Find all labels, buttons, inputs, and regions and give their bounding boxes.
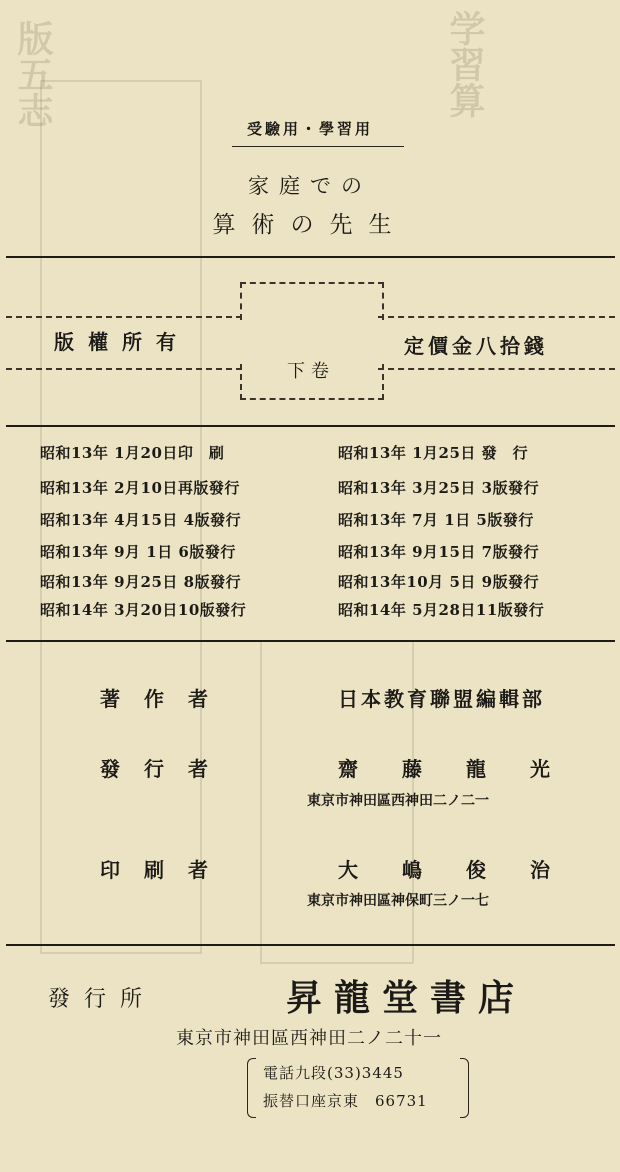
print-record: 昭和13年 9月15日 7版發行 — [338, 543, 540, 561]
printer-label: 印刷者 — [100, 858, 232, 882]
price-label: 定價金八拾錢 — [404, 334, 548, 358]
divider-rule — [6, 640, 615, 642]
print-record: 昭和14年 3月20日10版發行 — [40, 601, 247, 619]
divider-rule — [6, 256, 615, 258]
publisher-address: 東京市神田區西神田二ノ二一 — [307, 793, 489, 809]
dotted-frame-top — [240, 282, 384, 320]
publishing-house-address: 東京市神田區西神田二ノ二十一 — [176, 1028, 442, 1049]
print-record: 昭和13年 4月15日 4版發行 — [40, 511, 242, 529]
volume-label: 下卷 — [287, 361, 335, 382]
series-label: 受驗用・學習用 — [246, 120, 373, 138]
print-record: 昭和13年 3月25日 3版發行 — [338, 479, 540, 497]
print-record: 昭和14年 5月28日11版發行 — [338, 601, 545, 619]
print-record: 昭和13年 1月25日 發 行 — [338, 444, 529, 462]
publisher-name: 齋藤龍光 — [338, 757, 594, 781]
printer-address: 東京市神田區神保町三ノ一七 — [307, 893, 489, 909]
divider-rule — [6, 944, 615, 946]
copyright-notice: 版權所有 — [54, 330, 190, 354]
publishing-house-label: 發行所 — [48, 987, 157, 1012]
print-record: 昭和13年 1月20日印 刷 — [40, 444, 225, 462]
bleed-through-text: 学習算 — [444, 10, 486, 118]
left-bracket — [247, 1058, 256, 1118]
publisher-label: 發行者 — [100, 757, 232, 781]
print-record: 昭和13年 9月25日 8版發行 — [40, 573, 242, 591]
publishing-house-name: 昇龍堂書店 — [286, 977, 527, 1019]
author-name: 日本教育聯盟編輯部 — [338, 687, 545, 711]
divider-rule — [6, 425, 615, 427]
phone-number: 電話九段(33)3445 — [263, 1064, 404, 1082]
print-record: 昭和13年 9月 1日 6版發行 — [40, 543, 236, 561]
right-bracket — [460, 1058, 469, 1118]
print-record: 昭和13年 7月 1日 5版發行 — [338, 511, 534, 529]
bleed-through-text: 版五志 — [12, 20, 54, 128]
author-label: 著作者 — [100, 687, 232, 711]
print-record: 昭和13年10月 5日 9版發行 — [338, 573, 540, 591]
book-title-line-2: 算術の先生 — [212, 212, 408, 238]
contact-bracket — [247, 1058, 469, 1116]
print-record: 昭和13年 2月10日再版發行 — [40, 479, 240, 497]
series-underline — [232, 146, 404, 147]
printer-name: 大嶋俊治 — [338, 858, 594, 882]
book-title-line-1: 家庭での — [248, 174, 372, 198]
transfer-account: 振替口座京東 66731 — [263, 1092, 428, 1110]
